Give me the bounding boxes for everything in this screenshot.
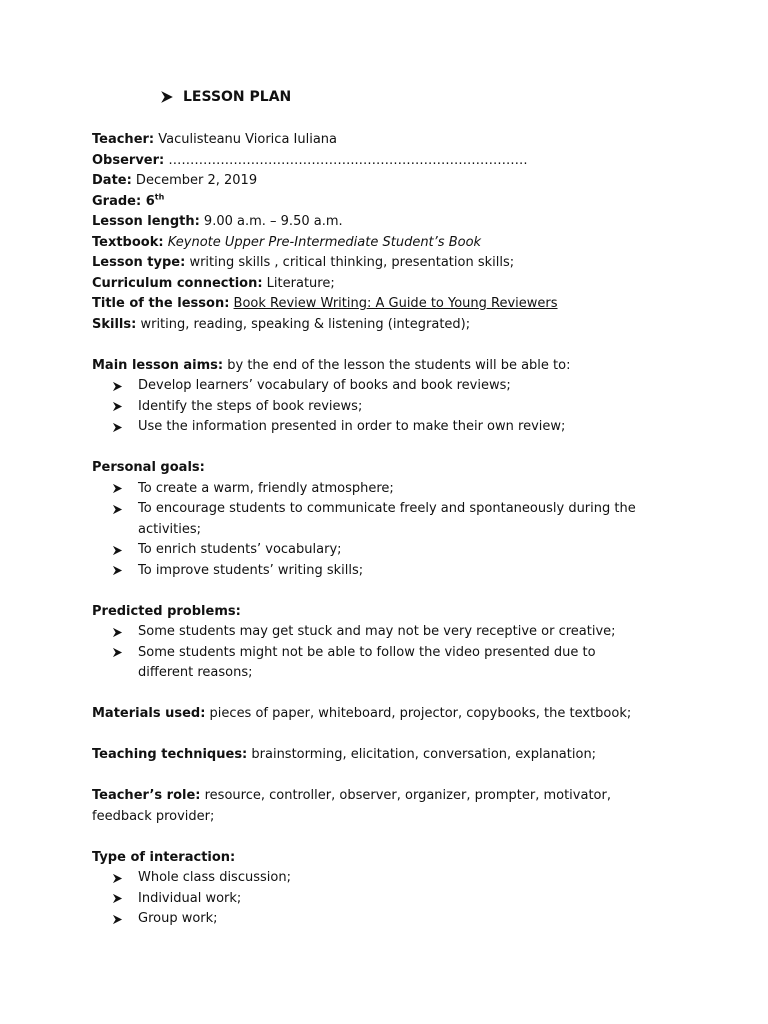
- type-value: writing skills , critical thinking, presentation skills;: [185, 255, 515, 270]
- type-line: [92, 253, 732, 274]
- lesson-title-label: Title of the lesson:: [92, 296, 230, 311]
- goals-label: Personal goals:: [92, 460, 205, 475]
- aim-text: Use the information presented in order to make their own review;: [138, 419, 566, 434]
- problems-list: [92, 622, 732, 684]
- materials-line: [92, 704, 732, 725]
- grade-line: [92, 192, 732, 213]
- aims-label: Main lesson aims:: [92, 357, 224, 373]
- arrowhead-bullet-icon: [112, 504, 123, 515]
- arrowhead-bullet-icon: [112, 647, 123, 658]
- interaction-text: Individual work;: [138, 890, 242, 906]
- textbook-line: [92, 233, 732, 254]
- list-item: [92, 417, 732, 438]
- grade-label: Grade:: [92, 193, 142, 209]
- goals-heading: [92, 458, 732, 479]
- list-item: [92, 540, 732, 561]
- date-label: Date:: [92, 173, 132, 188]
- arrowhead-bullet-icon: [112, 422, 123, 433]
- list-item: [92, 397, 732, 418]
- lesson-details: [92, 130, 732, 930]
- length-line: [92, 212, 732, 233]
- page-title: LESSON PLAN: [183, 89, 292, 105]
- role-paragraph: [92, 786, 652, 827]
- teacher-line: [92, 130, 732, 151]
- problems-label: Predicted problems:: [92, 603, 241, 619]
- role-value: resource, controller, observer, organizer, prompter, motivator, feedback provider;: [92, 788, 611, 824]
- goal-text: To enrich students’ vocabulary;: [138, 542, 342, 557]
- materials-label: Materials used:: [92, 706, 206, 721]
- skills-value: writing, reading, speaking & listening (integrated);: [136, 316, 471, 332]
- textbook-label: Textbook:: [92, 234, 164, 250]
- length-label: Lesson length:: [92, 214, 200, 229]
- problems-heading: [92, 602, 732, 623]
- list-item: [92, 643, 732, 684]
- skills-line: [92, 315, 732, 336]
- aim-text: Develop learners’ vocabulary of books and book reviews;: [138, 378, 511, 393]
- problem-text: Some students may get stuck and may not be very receptive or creative;: [138, 624, 616, 639]
- interaction-label: Type of interaction:: [92, 849, 236, 865]
- arrowhead-bullet-icon: [112, 483, 123, 494]
- curriculum-line: [92, 274, 732, 295]
- interaction-heading: [92, 848, 732, 869]
- list-item: [92, 868, 732, 889]
- interaction-text: Whole class discussion;: [138, 870, 291, 885]
- arrowhead-bullet-icon: [112, 545, 123, 556]
- teacher-value: Vaculisteanu Viorica Iuliana: [154, 132, 338, 147]
- observer-label: Observer:: [92, 152, 165, 168]
- list-item: [92, 909, 732, 930]
- arrowhead-bullet-icon: [112, 401, 123, 412]
- arrowhead-bullet-icon: [112, 914, 123, 925]
- observer-value: ……………………………………..…………………………………: [164, 152, 528, 168]
- length-value: 9.00 a.m. – 9.50 a.m.: [199, 214, 343, 229]
- aims-intro: by the end of the lesson the students will be able to:: [223, 357, 571, 373]
- textbook-value: Keynote Upper Pre-Intermediate Student’s Book: [163, 234, 482, 250]
- arrowhead-bullet-icon: [112, 873, 123, 884]
- type-label: Lesson type:: [92, 255, 186, 270]
- list-item: [92, 622, 732, 643]
- goal-text: To improve students’ writing skills;: [138, 562, 364, 578]
- arrowhead-bullet-icon: [112, 565, 123, 576]
- curriculum-value: Literature;: [262, 275, 335, 291]
- grade-suffix: th: [154, 192, 165, 202]
- interaction-list: [92, 868, 732, 930]
- teacher-label: Teacher:: [92, 132, 155, 147]
- observer-line: [92, 151, 732, 172]
- arrowhead-bullet-icon: [160, 90, 174, 104]
- goals-list: [92, 479, 732, 582]
- techniques-line: [92, 745, 732, 766]
- list-item: [92, 376, 732, 397]
- lesson-title-value: Book Review Writing: A Guide to Young Reviewers: [233, 296, 558, 311]
- list-item: [92, 479, 732, 500]
- date-value: December 2, 2019: [131, 173, 258, 188]
- heading-row: [160, 87, 291, 107]
- interaction-text: Group work;: [138, 911, 218, 926]
- arrowhead-bullet-icon: [112, 627, 123, 638]
- grade-value: 6: [141, 193, 155, 209]
- skills-label: Skills:: [92, 316, 137, 332]
- arrowhead-bullet-icon: [112, 381, 123, 392]
- aims-list: [92, 376, 732, 438]
- date-line: [92, 171, 732, 192]
- aims-heading: [92, 356, 732, 377]
- arrowhead-bullet-icon: [112, 893, 123, 904]
- curriculum-label: Curriculum connection:: [92, 275, 263, 291]
- role-label: Teacher’s role:: [92, 788, 201, 803]
- aim-text: Identify the steps of book reviews;: [138, 398, 363, 414]
- list-item: [92, 561, 732, 582]
- materials-value: pieces of paper, whiteboard, projector, copybooks, the textbook;: [205, 706, 632, 721]
- techniques-value: brainstorming, elicitation, conversation, explanation;: [247, 747, 597, 762]
- goal-text: To encourage students to communicate freely and spontaneously during the activities;: [138, 501, 636, 537]
- goal-text: To create a warm, friendly atmosphere;: [138, 480, 394, 496]
- list-item: [92, 499, 732, 540]
- techniques-label: Teaching techniques:: [92, 747, 248, 762]
- list-item: [92, 889, 732, 910]
- problem-text: Some students might not be able to follow the video presented due to different reasons;: [138, 644, 596, 680]
- lesson-title-line: [92, 294, 732, 315]
